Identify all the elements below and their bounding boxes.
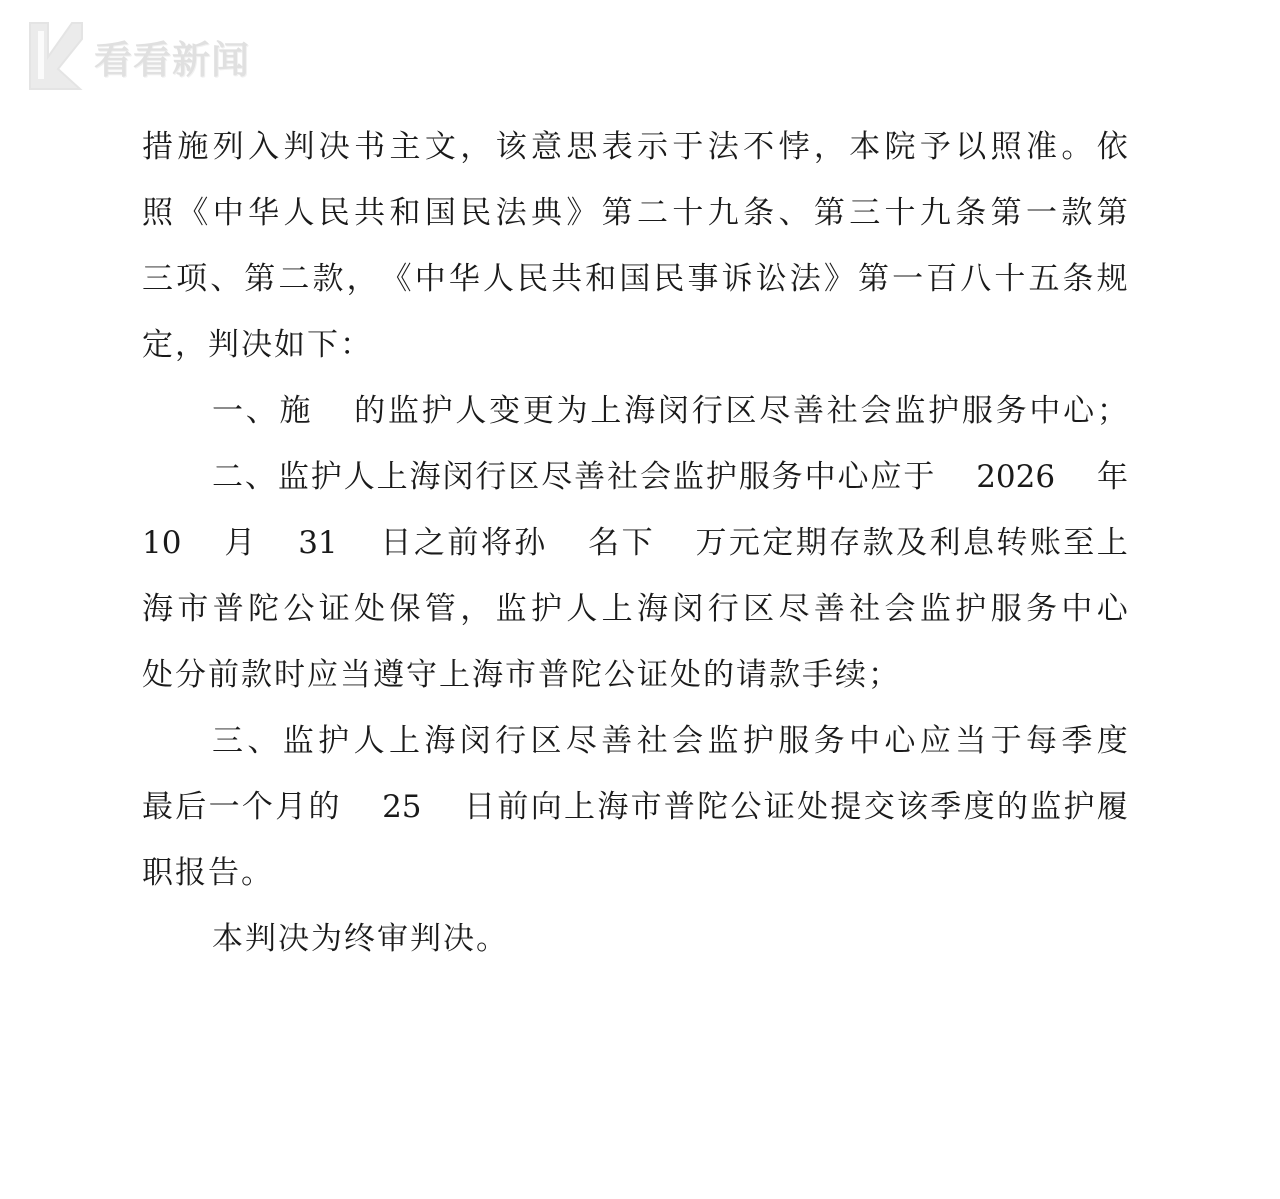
- document-line: 三 项 、 第 二 款 ， 《 中 华 人 民 共 和 国 民 事 诉 讼 法 》 第 一 百 八 十 五 条 规: [142, 261, 1128, 297]
- watermark-logo: [24, 14, 250, 98]
- watermark-brand-text: 看看新闻: [94, 37, 251, 82]
- document-line: 10 月 31 日 之 前 将 孙 名 下 万 元 定 期 存 款 及 利 息 转 账 至 上: [142, 525, 1128, 561]
- document-line: 二 、 监 护 人 上 海 闵 行 区 尽 善 社 会 监 护 服 务 中 心 应 于 2026 年: [212, 459, 1128, 495]
- document-line: 一 、 施 的 监 护 人 变 更 为 上 海 闵 行 区 尽 善 社 会 监 护 服 务 中 心 ；: [212, 393, 1128, 429]
- document-line: 最 后 一 个 月 的 25 日 前 向 上 海 市 普 陀 公 证 处 提 交 该 季 度 的 监 护 履: [142, 789, 1128, 825]
- judgment-document: [142, 114, 1128, 972]
- document-line: 照 《 中 华 人 民 共 和 国 民 法 典 》 第 二 十 九 条 、 第 三 十 九 条 第 一 款 第: [142, 195, 1128, 231]
- document-line: 处 分 前 款 时 应 当 遵 守 上 海 市 普 陀 公 证 处 的 请 款 手 续 ；: [142, 657, 901, 693]
- document-line: 措 施 列 入 判 决 书 主 文 ， 该 意 思 表 示 于 法 不 悖 ， 本 院 予 以 照 准 。 依: [142, 129, 1128, 165]
- document-line: 海 市 普 陀 公 证 处 保 管 ， 监 护 人 上 海 闵 行 区 尽 善 社 会 监 护 服 务 中 心: [142, 591, 1128, 627]
- kankan-logo-icon: [24, 17, 86, 95]
- document-line: 职 报 告 。: [142, 855, 274, 891]
- document-line: 三 、 监 护 人 上 海 闵 行 区 尽 善 社 会 监 护 服 务 中 心 应 当 于 每 季 度: [212, 723, 1128, 759]
- document-line: 本 判 决 为 终 审 判 决 。: [212, 921, 509, 957]
- document-line: 定 ， 判 决 如 下 ：: [142, 327, 373, 363]
